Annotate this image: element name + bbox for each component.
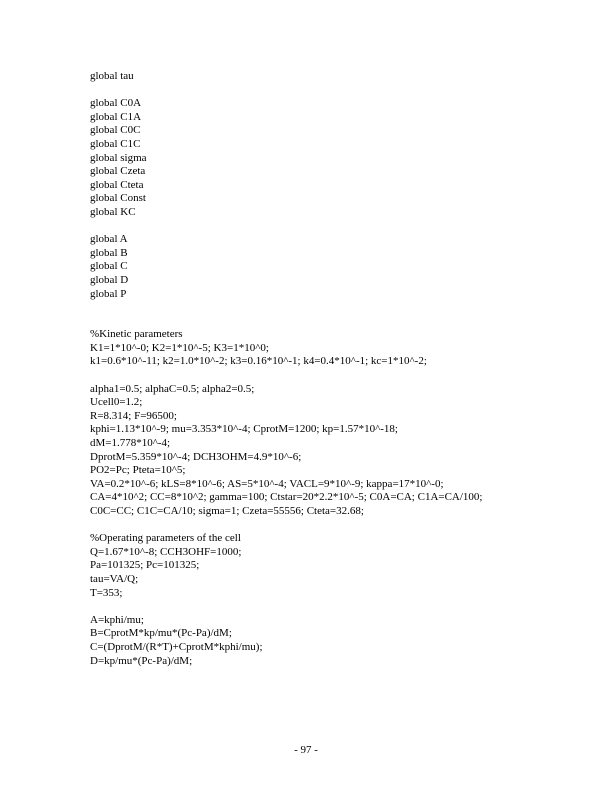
code-line: C0C=CC; C1C=CA/10; sigma=1; Czeta=55556; Cteta=32.68;: [90, 505, 364, 517]
blank-line: [90, 84, 590, 98]
code-line: alpha1=0.5; alphaC=0.5; alpha2=0.5;: [90, 382, 255, 395]
code-line: dM=1.778*10^-4;: [90, 437, 171, 450]
code-line: kphi=1.13*10^-9; mu=3.353*10^-4; CprotM=1200; kp=1.57*10^-18;: [90, 423, 398, 436]
code-line: global D: [90, 273, 129, 286]
code-line: global C0C: [90, 124, 141, 137]
blank-line: [90, 600, 590, 614]
code-line: D=kp/mu*(Pc-Pa)/dM;: [90, 654, 193, 667]
code-line: C=(DprotM/(R*T)+CprotM*kphi/mu);: [90, 640, 263, 653]
code-line: Pa=101325; Pc=101325;: [90, 559, 200, 572]
page-number: - 97 -: [294, 744, 318, 756]
code-line: K1=1*10^-0; K2=1*10^-5; K3=1*10^0;: [90, 341, 269, 354]
code-line: global KC: [90, 205, 136, 218]
blank-line: [90, 220, 590, 234]
code-line: global Const: [90, 192, 146, 205]
code-line: Ucell0=1.2;: [90, 396, 143, 409]
code-line: global tau: [90, 70, 134, 82]
blank-line: [90, 519, 590, 533]
code-line: global Cteta: [90, 178, 144, 191]
code-line: A=kphi/mu;: [90, 613, 144, 626]
code-line: global C: [90, 260, 128, 273]
code-line: PO2=Pc; Pteta=10^5;: [90, 464, 186, 477]
code-line: k1=0.6*10^-11; k2=1.0*10^-2; k3=0.16*10^-1; k4=0.4*10^-1; kc=1*10^-2;: [90, 355, 427, 368]
code-line: global B: [90, 246, 128, 259]
code-line: DprotM=5.359*10^-4; DCH3OHM=4.9*10^-6;: [90, 450, 302, 463]
code-line: R=8.314; F=96500;: [90, 409, 177, 422]
code-line: %Operating parameters of the cell: [90, 532, 241, 545]
code-line: global sigma: [90, 151, 147, 164]
code-line: tau=VA/Q;: [90, 572, 139, 585]
blank-line: [90, 301, 590, 315]
code-line: B=CprotM*kp/mu*(Pc-Pa)/dM;: [90, 627, 232, 640]
code-line: Q=1.67*10^-8; CCH3OHF=1000;: [90, 545, 242, 558]
code-line: %Kinetic parameters: [90, 328, 183, 341]
code-line: global C1A: [90, 110, 142, 123]
code-line: T=353;: [90, 586, 123, 599]
code-listing: [90, 70, 590, 668]
code-line: global C1C: [90, 137, 141, 150]
code-line: global A: [90, 233, 128, 246]
code-line: global P: [90, 287, 127, 300]
code-line: VA=0.2*10^-6; kLS=8*10^-6; AS=5*10^-4; VACL=9*10^-9; kappa=17*10^-0;: [90, 477, 444, 490]
blank-line: [90, 369, 590, 383]
code-line: global Czeta: [90, 165, 146, 178]
code-line: CA=4*10^2; CC=8*10^2; gamma=100; Ctstar=20*2.2*10^-5; C0A=CA; C1A=CA/100;: [90, 491, 483, 504]
blank-line: [90, 315, 590, 329]
code-line: global C0A: [90, 97, 142, 110]
